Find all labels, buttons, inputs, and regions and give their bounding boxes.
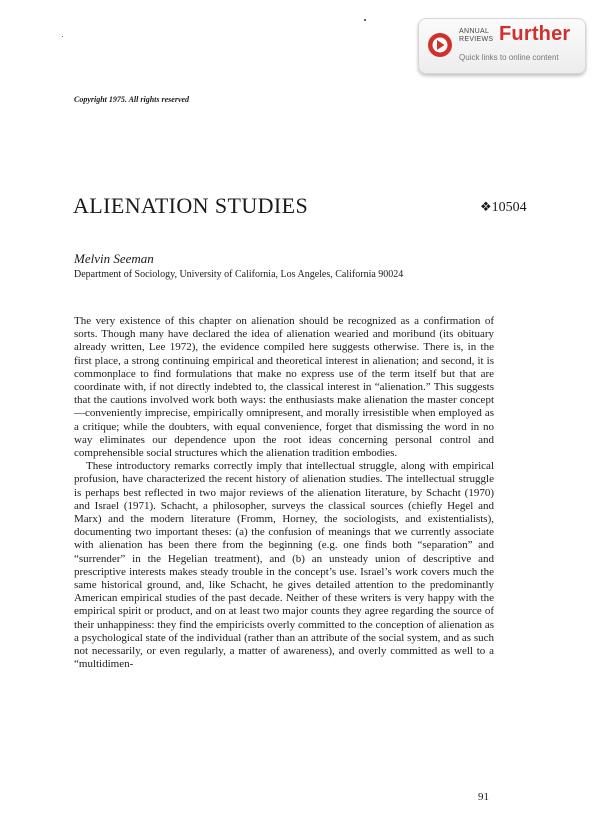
annual-reviews-logo-icon: [427, 32, 453, 58]
paragraph: The very existence of this chapter on alienation should be recognized as a confirmation of sorts. Though many have declared the idea of alienation wearied and moribund (its obituary already written, Lee 1972), the evidence compiled here suggests otherwise. There is, in the first place, a strong continuing empirical and theoretical interest in alienation; and second, it is commonplace to find formulations that make no express use of the term itself but that are coordinate with, if not directly indebted to, the classical interest in “alienation.” This suggests that the cautions involved work both ways: the enthusiasts make alienation the master concept—conveniently imprecise, empirically omnipresent, and morally irresistible when employed as a critique; while the doubters, with equal convenience, forget that dismissing the word in no way eliminates our dependence upon the root ideas concerning personal control and comprehensible social structures which the alienation tradition embodies.: [74, 315, 494, 460]
author-name: Melvin Seeman: [74, 251, 154, 266]
article-code: [480, 199, 527, 216]
page-number: 91: [478, 791, 489, 803]
paragraph: These introductory remarks correctly imply that intellectual struggle, along with empirical profusion, have characterized the recent history of alienation studies. The intellectual struggle is perhaps best reflected in two major reviews of the alienation literature, by Schacht (1970) and Israel (1971). Schacht, a philosopher, surveys the classical sources (chiefly Hegel and Marx) and the modern literature (Fromm, Horney, the sociologists, and existentialists), documenting two important theses: (a) the confusion of meanings that we currently associate with alienation has been there from the beginning (e.g. one finds both “separation” and “surrender” in the Hegelian treatment), and (b) an unsteady union of descriptive and prescriptive interests makes steady trouble in the concept’s use. Israel’s work covers much the same historical ground, and, like Schacht, he gives detailed attention to the predominantly American empirical studies of the past decade. Neither of these writers is very happy with the empirical spirit or product, and on at least two major counts they agree regarding the source of their unhappiness: they find the empiricists overly committed to the conception of alienation as a psychological state of the individual (rather than an attribute of the social system, and as such not necessarily, or even regularly, a matter of awareness), and overly committed as well to a “multidimen-: [74, 460, 494, 671]
further-badge[interactable]: [418, 18, 586, 74]
article-body: [74, 315, 494, 671]
article-title: ALIENATION STUDIES: [73, 193, 309, 218]
further-label: Further: [499, 23, 571, 45]
further-subtitle: Quick links to online content: [459, 53, 559, 62]
publisher-name: ANNUAL REVIEWS: [459, 28, 494, 43]
author-affiliation: Department of Sociology, University of California, Los Angeles, California 90024: [74, 269, 404, 280]
article-code-number: 10504: [491, 200, 527, 215]
scan-speck: [364, 19, 366, 21]
diamond-bullet-icon: ❖: [480, 199, 492, 214]
copyright-notice: Copyright 1975. All rights reserved: [74, 95, 190, 104]
scan-speck: [62, 36, 63, 37]
